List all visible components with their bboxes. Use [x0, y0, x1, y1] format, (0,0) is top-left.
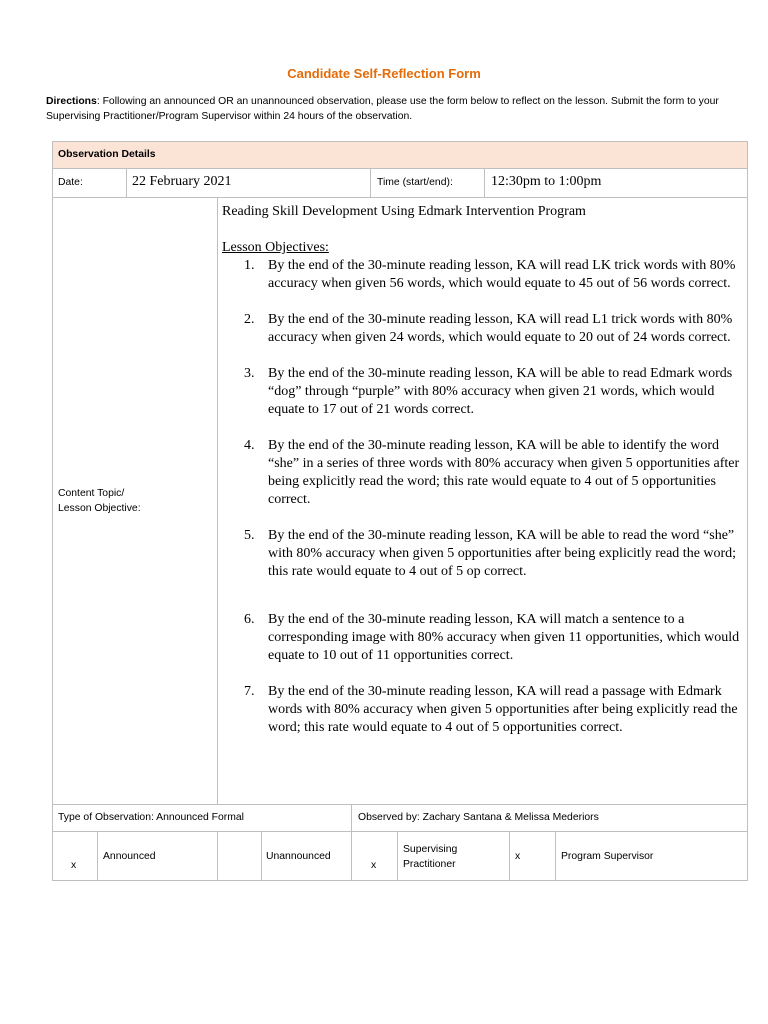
directions-text: : Following an announced OR an unannounced observation, please use the form below to reflect on the lesson. Submit the form to your Supervising Practitioner/Program Supervisor within 24 hours of the observation.: [46, 96, 719, 122]
supervising-line2: Practitioner: [403, 859, 456, 870]
time-value: 12:30pm to 1:00pm: [491, 174, 602, 189]
objectives-list: [222, 257, 742, 737]
objective-text: By the end of the 30-minute reading lesson, KA will be able to read Edmark words “dog” through “purple” with 80% accuracy when given 21 words, which would equate to 17 out of 21 words correct.: [268, 366, 733, 417]
objective-item: [222, 311, 742, 347]
unannounced-label: Unannounced: [266, 851, 331, 862]
time-label: Time (start/end):: [377, 177, 453, 188]
content-topic-label: [58, 486, 141, 516]
objective-number: 3.: [244, 366, 255, 381]
objective-item: [222, 611, 742, 665]
supervising-practitioner-label: [403, 842, 457, 872]
objective-text: By the end of the 30-minute reading lesson, KA will read L1 trick words with 80% accuracy when given 24 words, which would equate to 20 out of 24 words correct.: [268, 312, 733, 345]
objective-text: By the end of the 30-minute reading lesson, KA will be able to read the word “she” with 80% accuracy when given 5 opportunities after being explicitly read the word; this rate would equate to 4 out of 5 op correct.: [268, 528, 737, 579]
objective-item: [222, 365, 742, 419]
lesson-title: Reading Skill Development Using Edmark Intervention Program: [222, 204, 586, 219]
observed-by: Observed by: Zachary Santana & Melissa Mederiors: [358, 812, 599, 823]
objective-text: By the end of the 30-minute reading lesson, KA will match a sentence to a corresponding image with 80% accuracy when given 11 opportunities, which would equate to 10 out of 11 opportunities correct.: [268, 612, 740, 663]
section-header-observation-details: Observation Details: [58, 149, 156, 160]
announced-checkbox[interactable]: x: [71, 860, 77, 871]
unannounced-checkbox[interactable]: [236, 860, 250, 874]
program-supervisor-label: Program Supervisor: [561, 851, 654, 862]
objective-item: [222, 683, 742, 737]
objective-number: 6.: [244, 612, 255, 627]
objective-item: [222, 527, 742, 581]
date-value: 22 February 2021: [132, 174, 232, 189]
objective-number: 2.: [244, 312, 255, 327]
content-topic-line1: Content Topic/: [58, 488, 125, 499]
supervising-practitioner-checkbox[interactable]: x: [371, 860, 377, 871]
objective-item: [222, 437, 742, 509]
table-header-row: [52, 141, 747, 168]
objective-number: 7.: [244, 684, 255, 699]
supervising-line1: Supervising: [403, 844, 458, 855]
directions-label: Directions: [46, 96, 97, 107]
objective-item: [222, 257, 742, 293]
objective-text: By the end of the 30-minute reading lesson, KA will read LK trick words with 80% accuracy when given 56 words, which would equate to 45 out of 56 words correct.: [268, 258, 736, 291]
form-title: Candidate Self-Reflection Form: [287, 66, 481, 81]
objective-text: By the end of the 30-minute reading lesson, KA will be able to identify the word “she” in a series of three words with 80% accuracy when given 5 opportunities after being explicitly read the word; this rate would equate to 4 out of 5 opportunities correct.: [268, 438, 740, 507]
program-supervisor-checkbox[interactable]: x: [515, 851, 521, 862]
objective-text: By the end of the 30-minute reading lesson, KA will read a passage with Edmark words with 80% accuracy when given 5 opportunities after being explicitly read the word; this rate would equate to 4 out of 5 opportunities correct.: [268, 684, 738, 735]
objective-number: 5.: [244, 528, 255, 543]
objective-number: 1.: [244, 258, 255, 273]
announced-label: Announced: [103, 851, 156, 862]
observation-type: Type of Observation: Announced Formal: [58, 812, 244, 823]
date-label: Date:: [58, 177, 83, 188]
directions-paragraph: [46, 94, 736, 124]
lesson-content: [222, 203, 742, 737]
content-topic-line2: Lesson Objective:: [58, 503, 141, 514]
objectives-heading: Lesson Objectives:: [222, 240, 329, 255]
objective-number: 4.: [244, 438, 255, 453]
